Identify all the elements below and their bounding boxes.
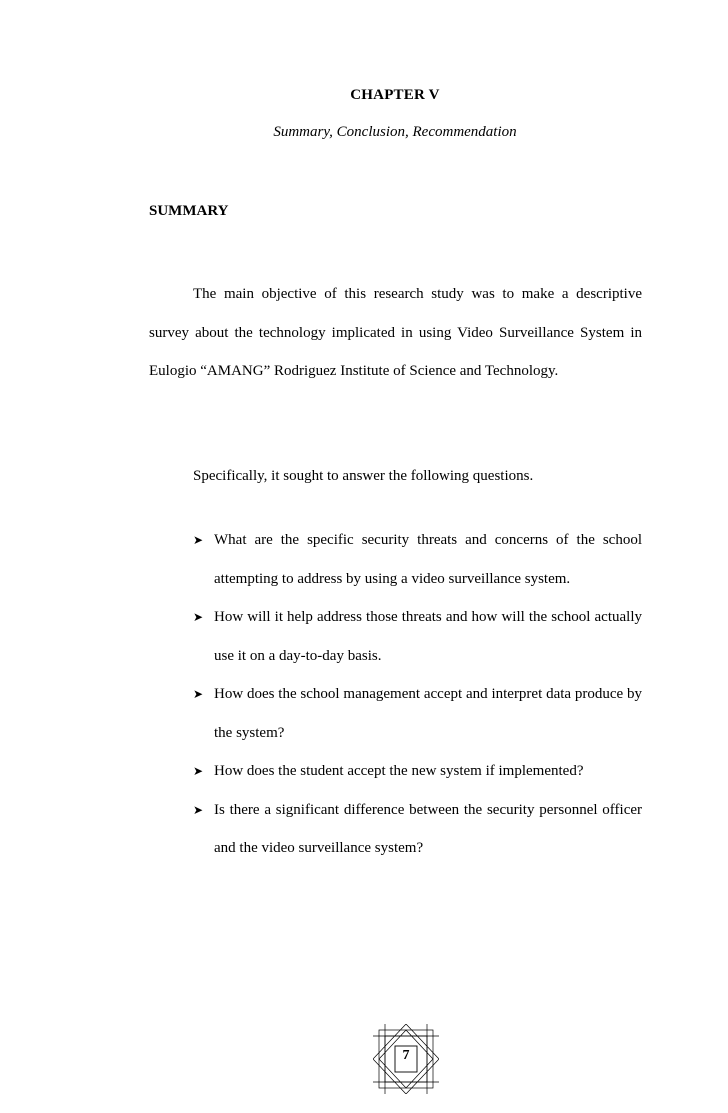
page-number: 7 — [402, 1048, 410, 1063]
page-number-frame — [373, 1024, 439, 1094]
question-text: How does the student accept the new system if implemented? — [214, 763, 584, 779]
question-text: What are the specific security threats and concerns of the school attempting to address by using a video surveillance system. — [214, 532, 642, 587]
question-item — [193, 752, 642, 791]
arrow-bullet-icon: ➤ — [193, 610, 204, 624]
questions-lead: Specifically, it sought to answer the following questions. — [193, 468, 534, 484]
chapter-subtitle: Summary, Conclusion, Recommendation — [273, 124, 517, 140]
arrow-bullet-icon: ➤ — [193, 687, 204, 701]
summary-paragraph: The main objective of this research study was to make a descriptive survey about the technology implicated in using Video Surveillance System in Eulogio “AMANG” Rodriguez Institute of Science and Technology. — [149, 286, 642, 379]
questions-list — [193, 521, 642, 868]
section-heading-summary: SUMMARY — [149, 203, 229, 219]
arrow-bullet-icon: ➤ — [193, 764, 204, 778]
question-item — [193, 791, 642, 868]
question-text: Is there a significant difference between the security personnel officer and the video surveillance system? — [214, 801, 642, 856]
question-text: How will it help address those threats and how will the school actually use it on a day-to-day basis. — [214, 609, 642, 664]
question-item — [193, 521, 642, 598]
question-item — [193, 675, 642, 752]
chapter-title: CHAPTER V — [350, 87, 440, 103]
arrow-bullet-icon: ➤ — [193, 533, 204, 547]
arrow-bullet-icon: ➤ — [193, 802, 204, 817]
question-item — [193, 598, 642, 675]
question-text: How does the school management accept and interpret data produce by the system? — [214, 686, 642, 741]
